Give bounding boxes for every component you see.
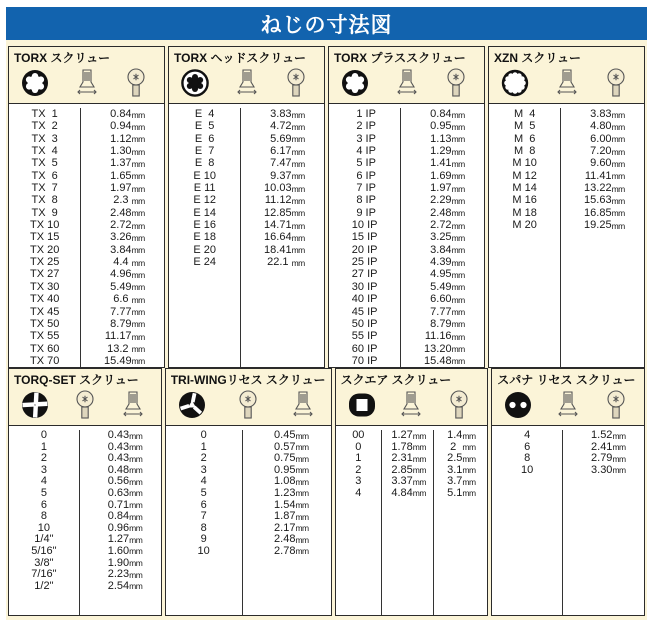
size-column [9,430,79,615]
value-cell: 7.47 mm [270,157,305,170]
table-body [169,104,324,367]
value-cell: 2.54 mm [107,579,143,592]
size-cell: E 12 [193,194,216,207]
size-cell: TX 9 [31,206,58,219]
value-cell: 0.43 mm [107,440,143,453]
size-cell: E 24 [193,256,216,269]
size-cell: TX 15 [29,231,60,244]
size-cell: 9 IP [353,206,376,219]
value-cell: 0.84 mm [107,510,143,523]
size-cell: E 10 [193,169,216,182]
size-cell: M 16 [512,194,537,207]
table-body [9,104,164,367]
value-cell: 2.48 mm [110,206,145,219]
value-cell: 1.30 mm [110,145,145,158]
screw-top-view-icon [603,67,629,99]
value-cell: 9.37 mm [270,169,305,182]
table-title: TORX スクリュー [14,51,111,65]
size-cell: E 4 [194,108,215,120]
size-cell: TX 70 [29,354,60,367]
table-header [169,47,324,104]
value-cell: 0.71 mm [107,498,143,511]
value-cell: 1.13 mm [430,132,465,145]
size-cell: 0 [355,440,362,453]
value-cell: 18.41 mm [264,243,305,256]
value-cell: 3.37 mm [391,475,426,488]
size-cell: TX 2 [31,120,58,133]
value-cell: 1.08 mm [274,475,309,488]
value-cell: 4.72 mm [270,120,305,133]
value-cell: 15.63 mm [584,194,625,207]
icon-row [14,66,159,102]
size-cell: TX 55 [29,330,60,343]
table-header [329,47,484,104]
value-cell: 1.29 mm [430,145,465,158]
value-cell: 4.95 mm [430,268,465,281]
value-cell: 2.23 mm [107,568,143,581]
size-cell: M 14 [512,182,537,195]
value-column [562,430,644,615]
size-cell: 45 IP [351,305,378,318]
value-cell: 6.60 mm [430,293,465,306]
value-cell: 1.23 mm [274,486,309,499]
value-cell: 1.52 mm [591,429,626,441]
table-square-screw [335,368,489,616]
size-cell: 3 [40,463,47,476]
value-cell: 2.3 mm [113,194,145,207]
value-cell: 0.84 mm [110,108,145,120]
size-cell: M 10 [512,157,537,170]
size-cell: 10 [37,521,51,534]
screw-side-view-icon [290,389,316,421]
size-cell: 10 [521,463,534,476]
table-header [336,369,488,426]
table-header [9,369,161,426]
table-header [492,369,644,426]
value-cell: 4.96 mm [110,268,145,281]
table-header [489,47,644,104]
value-column [80,108,164,367]
table-title: スパナ リセス スクリュー [497,373,636,387]
value-cell: 0.75 mm [274,452,309,465]
size-cell: M 6 [513,132,536,145]
tables-bottom-row [6,368,647,616]
size-cell: E 16 [193,219,216,232]
value-cell: 13.2 mm [107,342,145,355]
value-cell: 10.03 mm [264,182,305,195]
size-cell: M 5 [513,120,536,133]
value-cell: 4.84 mm [391,486,426,499]
value-cell: 3.1 mm [447,463,476,476]
size-cell: 4 [524,429,531,441]
table-body [166,426,331,615]
value-cell: 0.94 mm [110,120,145,133]
size-cell: 4 IP [353,145,376,158]
table-spanner-recess-screw [491,368,645,616]
value-cell: 1.69 mm [430,169,465,182]
value-cell: 22.1 mm [267,256,305,269]
value-column-2 [433,430,488,615]
value-cell: 1.12 mm [110,132,145,145]
size-cell: 6 IP [353,169,376,182]
size-cell: 40 IP [351,293,378,306]
size-cell: E 14 [193,206,216,219]
table-body [492,426,644,615]
xzn-triple-square-icon [500,68,530,98]
size-cell: TX 6 [31,169,58,182]
size-cell: 27 IP [351,268,378,281]
icon-row [174,66,319,102]
value-cell: 0.48 mm [107,463,143,476]
value-column [400,108,484,367]
size-cell: 70 IP [351,354,378,367]
size-cell: 7 [200,510,207,523]
value-cell: 8.79 mm [430,317,465,330]
size-column [9,108,80,367]
value-cell: 3.26 mm [110,231,145,244]
size-cell: TX 10 [29,219,60,232]
size-cell: 3 [200,463,207,476]
table-torx-plus-screw [328,46,485,368]
value-cell: 0.45 mm [274,429,309,441]
size-cell: 3 [355,475,362,488]
torx-internal-icon [20,68,50,98]
value-cell: 8.79 mm [110,317,145,330]
value-cell: 6.17 mm [270,145,305,158]
screw-side-view-icon [555,389,581,421]
value-cell: 12.85 mm [264,206,305,219]
value-cell: 2.48 mm [274,533,309,546]
value-cell: 6.6 mm [113,293,145,306]
size-cell: 00 [352,429,365,441]
torx-external-icon [180,68,210,98]
torx-plus-icon [340,68,370,98]
size-cell: 3 IP [353,132,376,145]
value-cell: 0.84 mm [430,108,465,120]
value-cell: 1.97 mm [110,182,145,195]
size-column [329,108,400,367]
size-column [492,430,562,615]
value-cell: 0.43 mm [107,429,143,441]
value-cell: 4.39 mm [430,256,465,269]
value-cell: 2.5 mm [447,452,476,465]
torq-set-offset-cross-icon [20,390,50,420]
value-column [242,430,331,615]
value-cell: 2.29 mm [430,194,465,207]
table-header [9,47,164,104]
value-cell: 7.77 mm [430,305,465,318]
table-torq-set-screw [8,368,162,616]
value-cell: 5.49 mm [110,280,145,293]
table-tri-wing-screw [165,368,332,616]
value-column [381,430,433,615]
screw-side-view-icon [234,67,260,99]
value-cell: 13.20 mm [424,342,465,355]
size-cell: 1/2" [34,579,54,592]
size-cell: TX 45 [29,305,60,318]
value-cell: 4.80 mm [590,120,625,133]
size-cell: 5 [200,486,207,499]
tables-top-row [6,46,647,367]
size-cell: 2 [40,452,47,465]
value-cell: 3.83 mm [590,108,625,120]
screw-side-view-icon [394,67,420,99]
tri-wing-icon [177,390,207,420]
size-cell: TX 20 [29,243,60,256]
table-title: TORX プラススクリュー [334,51,466,65]
value-cell: 2.85 mm [391,463,426,476]
value-cell: 3.84 mm [430,243,465,256]
value-cell: 0.95 mm [274,463,309,476]
size-cell: 2 [355,463,362,476]
value-cell: 16.85 mm [584,206,625,219]
table-title: TRI-WINGリセス スクリュー [170,373,326,387]
icon-row [334,66,479,102]
size-cell: 1 IP [353,108,376,120]
size-cell: TX 3 [31,132,58,145]
size-cell: 30 IP [351,280,378,293]
size-cell: 2 IP [353,120,376,133]
size-cell: 8 [200,521,207,534]
screw-top-view-icon [283,67,309,99]
value-cell: 1.41 mm [430,157,465,170]
size-cell: M 18 [512,206,537,219]
screw-side-view-icon [74,67,100,99]
value-cell: 3.30 mm [591,463,626,476]
screw-side-view-icon [398,389,424,421]
screw-top-view-icon [235,389,261,421]
size-cell: 55 IP [351,330,378,343]
size-cell: 10 [197,544,210,557]
value-cell: 1.87 mm [274,510,309,523]
value-cell: 9.60 mm [590,157,625,170]
size-cell: 9 [200,533,207,546]
table-header [166,369,331,426]
value-cell: 7.77 mm [110,305,145,318]
size-cell: TX 60 [29,342,60,355]
size-cell: 10 IP [351,219,378,232]
size-cell: 8 IP [353,194,376,207]
size-cell: 7/16" [31,568,57,581]
size-cell: 7 IP [353,182,376,195]
value-cell: 3.7 mm [447,475,476,488]
value-cell: 0.56 mm [107,475,143,488]
table-body [489,104,644,367]
spanner-snake-eye-icon [503,390,533,420]
value-cell: 5.1 mm [447,486,476,499]
size-cell: M 12 [512,169,537,182]
size-cell: 4 [40,475,47,488]
value-column [240,108,324,367]
size-cell: TX 7 [31,182,58,195]
value-cell: 16.64 mm [264,231,305,244]
table-body [336,426,488,615]
screw-top-view-icon [443,67,469,99]
size-cell: 2 [200,452,207,465]
value-column [79,430,161,615]
size-cell: TX 4 [31,145,58,158]
size-cell: 5/16" [31,544,57,557]
size-cell: 50 IP [351,317,378,330]
value-cell: 2.17 mm [274,521,309,534]
value-cell: 1.27 mm [391,429,426,441]
size-cell: E 18 [193,231,216,244]
value-cell: 3.83 mm [270,108,305,120]
table-body [9,426,161,615]
table-xzn-screw [488,46,645,368]
table-title: TORQ-SET スクリュー [14,373,139,387]
value-cell: 0.96 mm [107,521,143,534]
value-cell: 2.72 mm [110,219,145,232]
value-cell: 1.27 mm [107,533,143,546]
size-cell: TX 50 [29,317,60,330]
value-cell: 5.69 mm [270,132,305,145]
value-cell: 2.72 mm [430,219,465,232]
size-cell: 1/4" [34,533,54,546]
size-cell: 8 [40,510,47,523]
value-cell: 0.95 mm [430,120,465,133]
value-cell: 15.49 mm [104,354,145,367]
value-cell: 1.90 mm [107,556,143,569]
table-title: TORX ヘッドスクリュー [174,51,306,65]
value-cell: 0.57 mm [274,440,309,453]
size-cell: 4 [355,486,362,499]
value-cell: 0.43 mm [107,452,143,465]
size-cell: M 8 [513,145,536,158]
value-cell: 15.48 mm [424,354,465,367]
value-cell: 13.22 mm [584,182,625,195]
chart-board [6,7,647,620]
value-cell: 3.84 mm [110,243,145,256]
value-cell: 2.78 mm [274,544,309,557]
size-column [336,430,382,615]
screw-top-view-icon [603,389,629,421]
size-cell: E 8 [194,157,215,170]
value-cell: 14.71 mm [264,219,305,232]
icon-row [171,388,326,424]
size-cell: 25 IP [351,256,378,269]
value-cell: 1.97 mm [430,182,465,195]
value-cell: 6.00 mm [590,132,625,145]
size-cell: TX 1 [31,108,58,120]
value-cell: 2 mm [450,440,476,453]
value-cell: 1.78 mm [391,440,426,453]
value-cell: 11.16 mm [424,330,465,343]
value-cell: 11.41 mm [584,169,625,182]
size-cell: TX 30 [29,280,60,293]
value-cell: 5.49 mm [430,280,465,293]
value-cell: 7.20 mm [590,145,625,158]
value-cell: 1.4 mm [447,429,476,441]
size-cell: 20 IP [351,243,378,256]
size-cell: 8 [524,452,531,465]
screw-side-view-icon [554,67,580,99]
size-column [489,108,560,367]
value-cell: 1.65 mm [110,169,145,182]
value-cell: 1.54 mm [274,498,309,511]
table-torx-screw [8,46,165,368]
value-cell: 2.48 mm [430,206,465,219]
icon-row [494,66,639,102]
size-cell: TX 5 [31,157,58,170]
value-cell: 0.63 mm [107,486,143,499]
size-cell: 1 [200,440,207,453]
icon-row [341,388,483,424]
value-cell: 2.79 mm [591,452,626,465]
value-cell: 1.37 mm [110,157,145,170]
size-cell: TX 25 [29,256,60,269]
table-title: XZN スクリュー [494,51,581,65]
size-cell: TX 27 [29,268,60,281]
size-column [166,430,242,615]
size-cell: E 11 [193,182,216,195]
page-title: ねじの寸法図 [6,7,647,40]
screw-top-view-icon [446,389,472,421]
value-cell: 3.25 mm [430,231,465,244]
size-cell: 5 [40,486,47,499]
size-cell: 1 [40,440,47,453]
size-cell: 1 [355,452,362,465]
icon-row [14,388,156,424]
size-cell: 6 [40,498,47,511]
size-cell: 0 [200,429,207,441]
size-cell: M 20 [512,219,537,232]
square-recess-icon [347,390,377,420]
size-cell: E 5 [194,120,215,133]
value-cell: 19.25 mm [584,219,625,232]
value-column [560,108,644,367]
table-title: スクエア スクリュー [340,373,452,387]
size-cell: E 6 [194,132,215,145]
screw-top-view-icon [72,389,98,421]
value-cell: 11.12 mm [264,194,305,207]
table-body [329,104,484,367]
screw-side-view-icon [120,389,146,421]
table-torx-head-screw [168,46,325,368]
size-cell: 15 IP [351,231,378,244]
value-cell: 11.17 mm [104,330,145,343]
size-cell: 6 [524,440,531,453]
size-cell: 3/8" [34,556,54,569]
size-cell: M 4 [513,108,536,120]
value-cell: 4.4 mm [113,256,145,269]
size-cell: 0 [40,429,47,441]
size-cell: 5 IP [353,157,376,170]
screw-top-view-icon [123,67,149,99]
size-cell: 6 [200,498,207,511]
value-cell: 1.60 mm [107,544,143,557]
size-cell: 60 IP [351,342,378,355]
size-cell: E 7 [194,145,215,158]
size-cell: 4 [200,475,207,488]
size-column [169,108,240,367]
size-cell: TX 40 [29,293,60,306]
icon-row [497,388,639,424]
value-cell: 2.31 mm [391,452,426,465]
size-cell: E 20 [193,243,216,256]
size-cell: TX 8 [31,194,58,207]
value-cell: 2.41 mm [591,440,626,453]
